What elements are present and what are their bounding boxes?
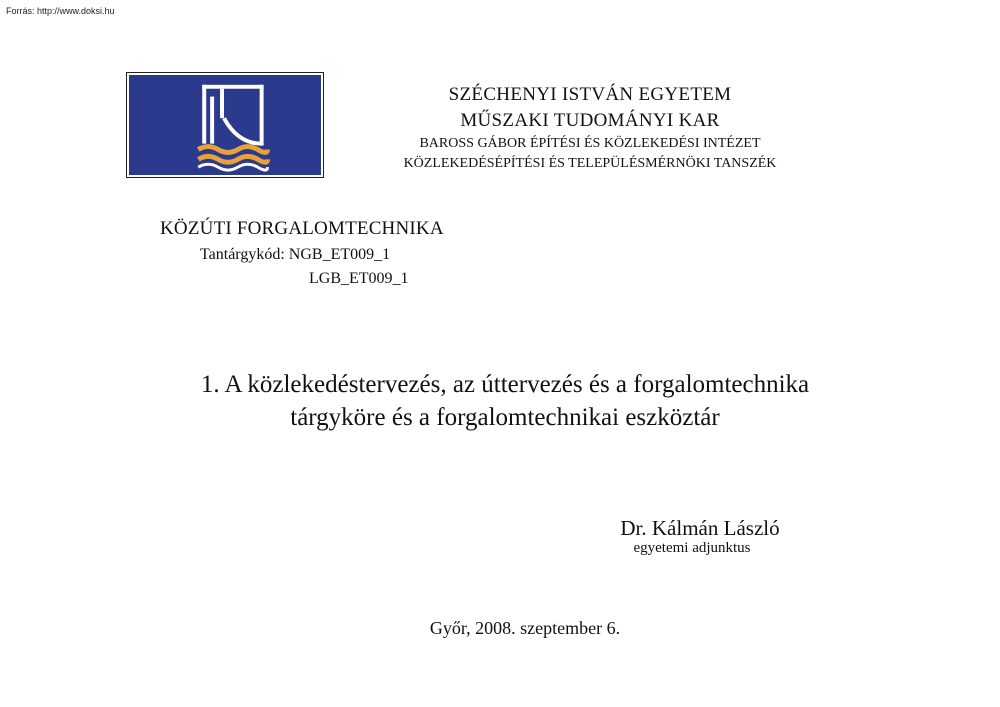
lecture-title-line-2: tárgyköre és a forgalomtechnikai eszköztár	[290, 404, 720, 431]
course-code-line-1: Tantárgykód: NGB_ET009_1	[200, 246, 391, 263]
author-role: egyetemi adjunktus	[633, 540, 751, 556]
lecture-title	[130, 368, 880, 434]
course-title: KÖZÚTI FORGALOMTECHNIKA	[160, 218, 444, 239]
lecture-title-line-1: 1. A közlekedéstervezés, az úttervezés és a forgalomtechnika	[200, 371, 810, 398]
author-name: Dr. Kálmán László	[620, 516, 780, 540]
institute-name: BAROSS GÁBOR ÉPÍTÉSI ÉS KÖZLEKEDÉSI INTÉZET	[419, 136, 761, 151]
university-name: SZÉCHENYI ISTVÁN EGYETEM	[448, 84, 732, 105]
department-name: KÖZLEKEDÉSÉPÍTÉSI ÉS TELEPÜLÉSMÉRNÖKI TANSZÉK	[403, 156, 777, 171]
source-note: Forrás: http://www.doksi.hu	[6, 6, 115, 16]
place-date: Győr, 2008. szeptember 6.	[429, 618, 621, 638]
university-logo-icon	[129, 75, 321, 175]
faculty-name: MŰSZAKI TUDOMÁNYI KAR	[460, 110, 720, 131]
course-code-line-2: LGB_ET009_1	[309, 270, 409, 287]
university-logo	[126, 72, 324, 178]
institution-header	[340, 82, 840, 174]
